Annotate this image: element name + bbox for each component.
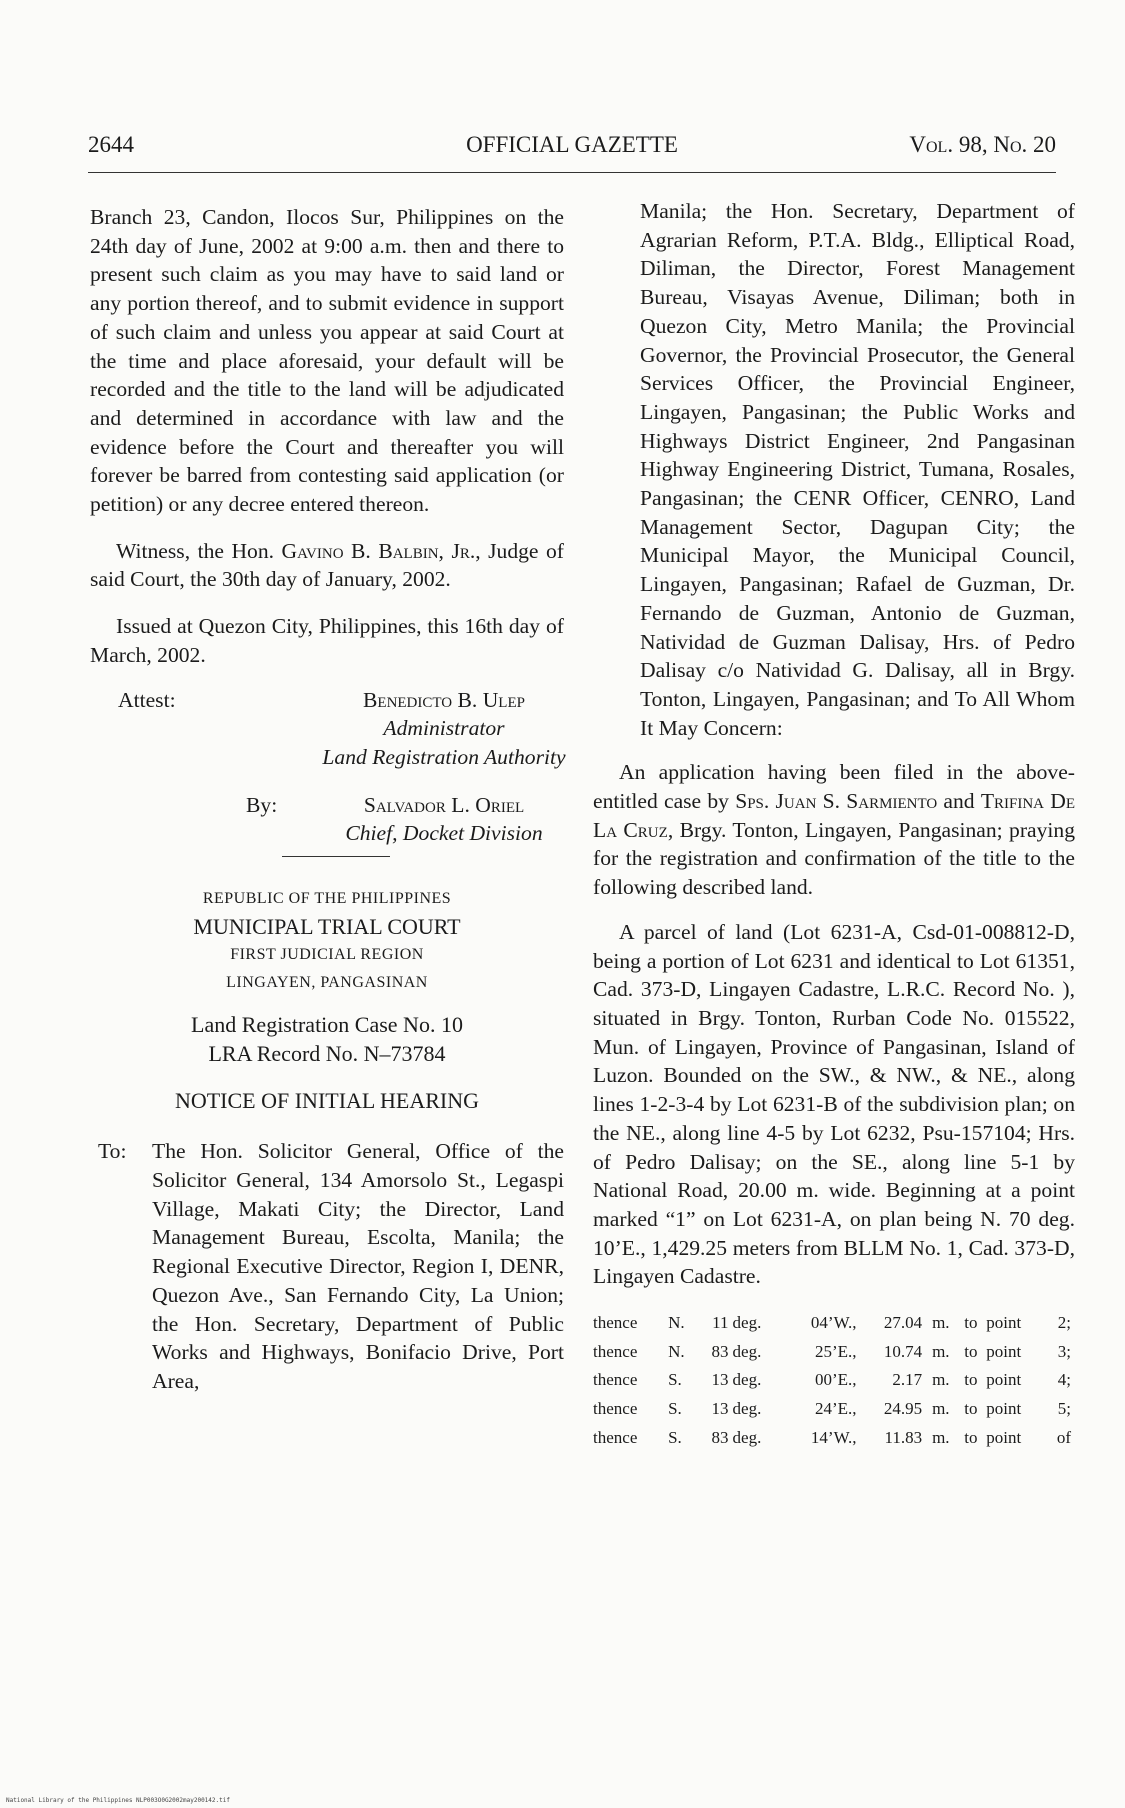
course-cell: thence <box>593 1370 638 1390</box>
course-cell: thence <box>593 1341 638 1361</box>
course-cell: N. <box>668 1313 685 1333</box>
course-cell: point <box>986 1427 1022 1447</box>
section-divider <box>282 856 390 857</box>
page-number: 2644 <box>88 132 134 157</box>
application-paragraph <box>593 758 1075 902</box>
course-row <box>593 1395 1075 1424</box>
administrator-office: Land Registration Authority <box>322 744 566 769</box>
volume-info: Vol. 98, No. 20 <box>909 132 1056 157</box>
attestation-block <box>90 686 564 846</box>
header-rule <box>88 172 1056 173</box>
course-cell: S. <box>668 1370 682 1390</box>
lra-record-number: LRA Record No. N–73784 <box>208 1040 446 1066</box>
court-name: MUNICIPAL TRIAL COURT <box>193 913 461 939</box>
course-cell: point <box>986 1313 1022 1333</box>
course-cell: 83 <box>711 1427 729 1447</box>
course-cell: N. <box>668 1341 685 1361</box>
course-cell: 25’E., <box>815 1341 857 1361</box>
applicant-wife: Trifina De La Cruz <box>593 789 1075 842</box>
right-column <box>593 197 1075 1453</box>
to-label: To: <box>98 1139 127 1164</box>
application-prayer: , Brgy. Tonton, Lingayen, Pangasinan; praying for the registration and confirmation of the title to the following described land. <box>593 817 1076 900</box>
course-row <box>593 1309 1075 1338</box>
court-location: LINGAYEN, PANGASINAN <box>226 974 428 992</box>
course-cell: 27.04 <box>883 1313 923 1333</box>
course-cell: of <box>1056 1427 1071 1447</box>
course-cell: 13 <box>711 1399 729 1419</box>
witness-text: Witness, the Hon. <box>116 538 282 563</box>
application-text: An application having been filed in the above- entitled case by <box>593 760 1075 814</box>
course-cell: S. <box>668 1399 682 1419</box>
judicial-region: FIRST JUDICIAL REGION <box>230 946 424 964</box>
course-cell: deg. <box>732 1370 762 1390</box>
course-cell: thence <box>593 1313 638 1333</box>
course-cell: to <box>964 1313 978 1333</box>
course-cell: point <box>986 1341 1022 1361</box>
addressees-block <box>90 1137 564 1395</box>
witness-paragraph <box>90 537 564 594</box>
attest-label: Attest: <box>118 687 176 712</box>
administrator-title: Administrator <box>383 716 505 741</box>
addressees-continued: Manila; the Hon. Secretary, Department of Agrarian Reform, P.T.A. Bldg., Elliptical Road, Diliman, the Director, Forest Management Bureau, Visayas Avenue, Diliman; both in Quezon City, Metro Manila; the Provincial Governor, the Provincial Prosecutor, the General Services Officer, the Provincial Engineer, Lingayen, Pangasinan; the Public Works and Highways District Engineer, 2nd Pangasinan Highway Engineering District, Tumana, Rosales, Pangasinan; the CENR Officer, CENRO, Land Management Sector, Dagupan City; the Municipal Mayor, the Municipal Council, Lingayen, Pangasinan; Rafael de Guzman, Dr. Fernando de Guzman, Antonio de Guzman, Natividad de Guzman Dalisay, Hrs. of Pedro Dalisay c/o Natividad G. Dalisay, all in Brgy. Tonton, Lingayen, Pangasinan; and To All Whom It May Concern: <box>640 199 1075 740</box>
course-cell: thence <box>593 1399 638 1419</box>
course-cell: 11.83 <box>884 1427 923 1447</box>
course-cell: m. <box>932 1370 950 1390</box>
addressees-text: The Hon. Solicitor General, Office of the Solicitor General, 134 Amorsolo St., Legaspi Village, Makati City; the Director, Land Management Bureau, Escolta, Manila; the Regional Executive Director, Region I, DENR, Quezon Ave., San Fernando City, La Union; the Hon. Secretary, Department of Public Works and Highways, Bonifacio Drive, Port Area, <box>152 1139 564 1393</box>
course-cell: deg. <box>732 1427 762 1447</box>
left-column <box>90 203 564 1396</box>
course-row <box>593 1424 1075 1453</box>
course-cell: m. <box>932 1341 950 1361</box>
judge-name: Gavino B. Balbin, Jr. <box>281 538 476 563</box>
scan-footer: National Library of the Philippines NLP003O0G2002may200142.tif <box>6 1797 230 1804</box>
course-cell: m. <box>932 1399 950 1419</box>
course-cell: point <box>986 1399 1022 1419</box>
course-cell: 13 <box>711 1370 729 1390</box>
course-cell: 5; <box>1057 1399 1071 1419</box>
course-cell: 10.74 <box>883 1341 923 1361</box>
applicant-spouses: Sps. Juan S. Sarmiento <box>735 789 938 814</box>
course-cell: 83 <box>711 1341 729 1361</box>
technical-description-table <box>593 1309 1075 1453</box>
course-cell: to <box>964 1427 978 1447</box>
notice-heading-block <box>90 885 564 1116</box>
page-header <box>88 132 1056 166</box>
by-label: By: <box>246 792 278 817</box>
course-row <box>593 1366 1075 1395</box>
issued-paragraph: Issued at Quezon City, Philippines, this 16th day of March, 2002. <box>90 614 564 667</box>
docket-chief-name: Salvador L. Oriel <box>363 792 525 817</box>
course-cell: to <box>964 1399 978 1419</box>
course-cell: to <box>964 1370 978 1390</box>
course-cell: 00’E., <box>815 1370 857 1390</box>
case-number: Land Registration Case No. 10 <box>191 1012 463 1038</box>
administrator-signature <box>314 686 574 772</box>
course-cell: 11 <box>712 1313 729 1333</box>
course-cell: S. <box>668 1427 682 1447</box>
course-cell: 14’W., <box>810 1427 857 1447</box>
witness-date: , Judge of said Court, the 30th day of January, 2002. <box>90 538 564 592</box>
course-cell: deg. <box>732 1313 762 1333</box>
course-cell: 2; <box>1057 1313 1071 1333</box>
administrator-name: Benedicto B. Ulep <box>363 687 525 712</box>
course-cell: 4; <box>1057 1370 1071 1390</box>
course-cell: m. <box>932 1313 950 1333</box>
republic-line: REPUBLIC OF THE PHILIPPINES <box>202 889 452 907</box>
docket-signature <box>314 791 574 848</box>
course-cell: thence <box>593 1427 638 1447</box>
course-cell: 2.17 <box>892 1370 923 1390</box>
docket-chief-title: Chief, Docket Division <box>345 821 543 846</box>
notice-title: NOTICE OF INITIAL HEARING <box>174 1087 480 1113</box>
application-and: and <box>937 789 981 814</box>
course-cell: deg. <box>732 1399 762 1419</box>
continuation-paragraph: Branch 23, Candon, Ilocos Sur, Philippines on the 24th day of June, 2002 at 9:00 a.m. then and there to present such claim as you may have to said land or any portion thereof, and to submit evidence in support of such claim and unless you appear at said Court at the time and place aforesaid, your default will be recorded and the title to the land will be adjudicated and determined in accordance with law and the evidence before the Court and thereafter you will forever be barred from contesting said application (or petition) or any decree entered thereon. <box>90 205 564 517</box>
course-cell: point <box>986 1370 1022 1390</box>
course-cell: 24.95 <box>883 1399 923 1419</box>
publication-title: OFFICIAL GAZETTE <box>466 132 678 157</box>
course-cell: deg. <box>732 1341 762 1361</box>
course-cell: 24’E., <box>815 1399 857 1419</box>
course-cell: to <box>964 1341 978 1361</box>
parcel-description: A parcel of land (Lot 6231-A, Csd-01-008812-D, being a portion of Lot 6231 and identical to Lot 61351, Cad. 373-D, Lingayen Cadastre, L.R.C. Record No. ), situated in Brgy. Tonton, Rurban Code No. 015522, Mun. of Lingayen, Province of Pangasinan, Island of Luzon. Bounded on the SW., & NW., & NE., along lines 1-2-3-4 by Lot 6231-B of the subdivision plan; on the NE., along line 4-5 by Lot 6232, Psu-157104; Hrs. of Pedro Dalisay; on the SE., along line 5-1 by National Road, 20.00 m. wide. Beginning at a point marked “1” on Lot 6231-A, on plan being N. 70 deg. 10’E., 1,429.25 meters from BLLM No. 1, Cad. 373-D, Lingayen Cadastre. <box>593 919 1075 1289</box>
course-cell: 04’W., <box>810 1313 857 1333</box>
course-row <box>593 1338 1075 1367</box>
course-cell: 3; <box>1057 1341 1071 1361</box>
course-cell: m. <box>932 1427 950 1447</box>
